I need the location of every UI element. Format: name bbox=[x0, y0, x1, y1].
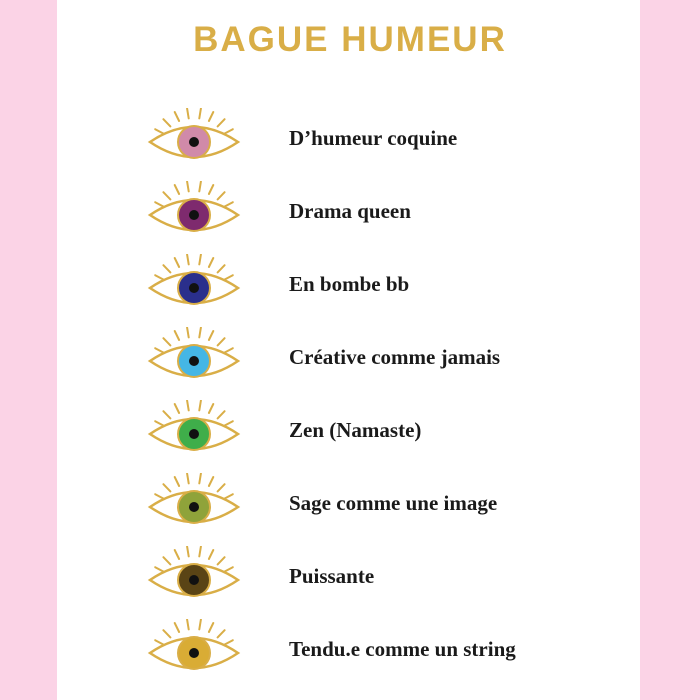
eye-icon bbox=[144, 108, 244, 168]
eye-icon bbox=[144, 619, 244, 679]
mood-item bbox=[144, 619, 614, 679]
mood-label: En bombe bb bbox=[289, 272, 410, 296]
mood-item bbox=[144, 400, 614, 460]
eye-icon bbox=[144, 327, 244, 387]
mood-item bbox=[144, 546, 614, 606]
eye-icon bbox=[144, 254, 244, 314]
mood-item bbox=[144, 108, 614, 168]
mood-label: Puissante bbox=[289, 564, 375, 588]
eye-icon bbox=[144, 181, 244, 241]
mood-item bbox=[144, 254, 614, 314]
page-title: BAGUE HUMEUR bbox=[193, 20, 507, 59]
mood-label: Drama queen bbox=[289, 199, 411, 223]
mood-label: Créative comme jamais bbox=[289, 345, 501, 369]
eye-icon bbox=[144, 546, 244, 606]
mood-item bbox=[144, 181, 614, 241]
eye-icon bbox=[144, 473, 244, 533]
eye-icon bbox=[144, 400, 244, 460]
mood-label: Zen (Namaste) bbox=[289, 418, 422, 442]
mood-label: Tendu.e comme un string bbox=[289, 637, 516, 661]
mood-item bbox=[144, 473, 614, 533]
mood-label: Sage comme une image bbox=[289, 491, 498, 515]
mood-item bbox=[144, 327, 614, 387]
mood-label: D’humeur coquine bbox=[289, 126, 458, 150]
